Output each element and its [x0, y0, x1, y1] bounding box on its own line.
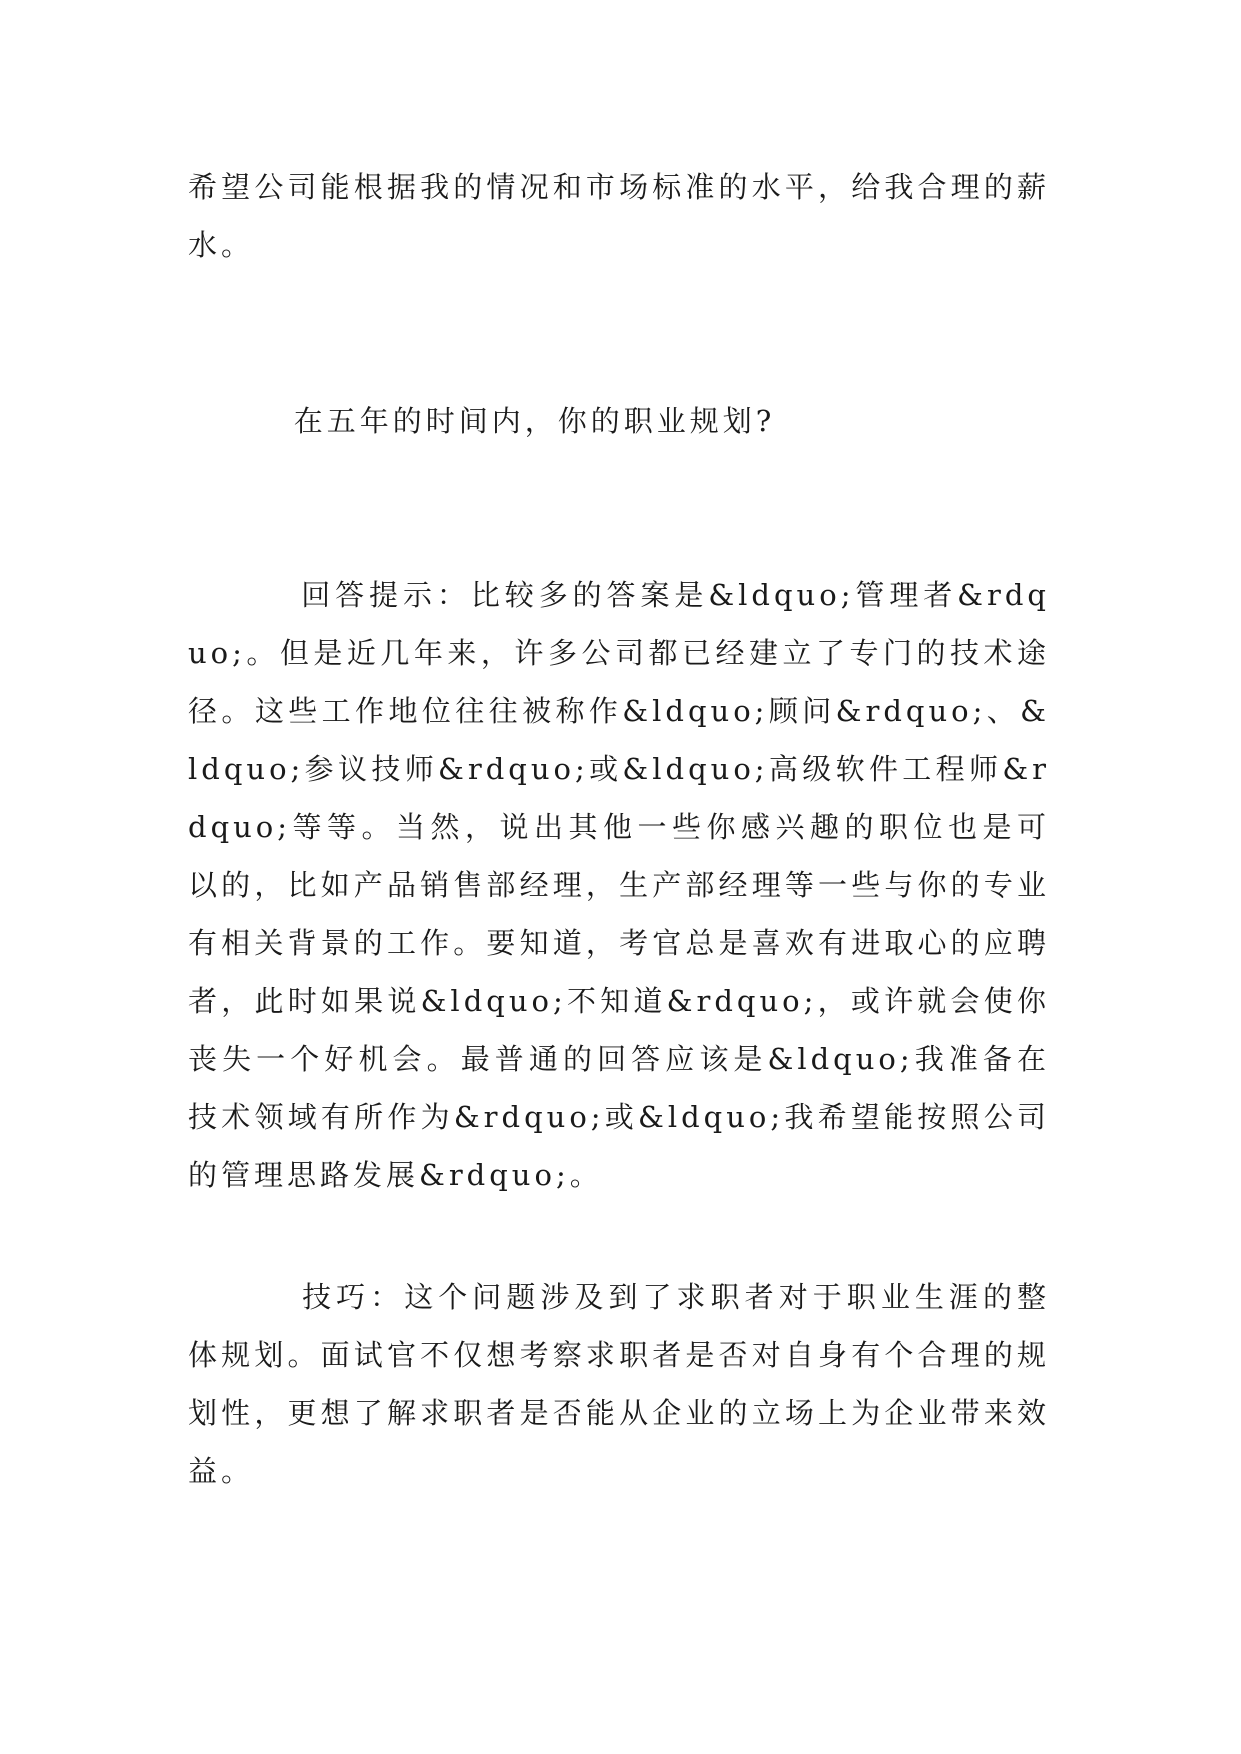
paragraph-answer-tips: 回答提示：比较多的答案是&ldquo;管理者&rdquo;。但是近几年来，许多公司都已经建立了专门的技术途径。这些工作地位往往被称作&ldquo;顾问&rdquo;、&ldquo;参议技师&rdquo;或&ldquo;高级软件工程师&rdquo;等等。当然，说出其他一些你感兴趣的职位也是可以的，比如产品销售部经理，生产部经理等一些与你的专业有相关背景的工作。要知道，考官总是喜欢有进取心的应聘者，此时如果说&ldquo;不知道&rdquo;，或许就会使你丧失一个好机会。最普通的回答应该是&ldquo;我准备在技术领域有所作为&rdquo;或&ldquo;我希望能按照公司的管理思路发展&rdquo;。: [188, 578, 1050, 1192]
paragraph-question-five-year-plan: 在五年的时间内，你的职业规划?: [188, 404, 776, 438]
paragraph-technique: 技巧：这个问题涉及到了求职者对于职业生涯的整体规划。面试官不仅想考察求职者是否对自身有个合理的规划性，更想了解求职者是否能从企业的立场上为企业带来效益。: [188, 1280, 1050, 1488]
paragraph-salary-expectation: 希望公司能根据我的情况和市场标准的水平，给我合理的薪水。: [188, 170, 1050, 262]
